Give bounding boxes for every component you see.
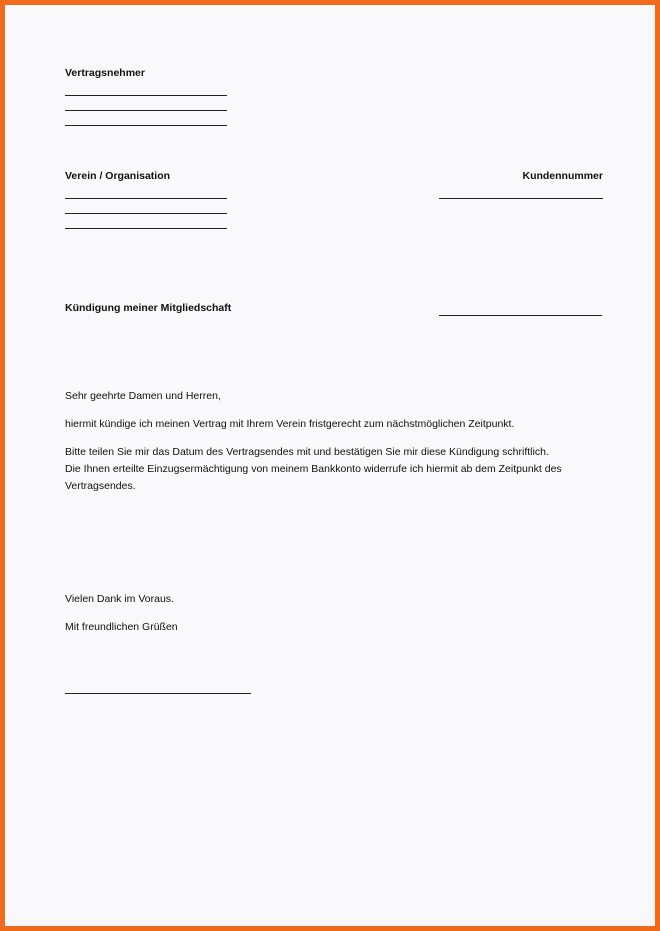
contractor-line-1 xyxy=(65,95,227,96)
subject-heading: Kündigung meiner Mitgliedschaft xyxy=(65,302,232,314)
contractor-line-2 xyxy=(65,110,227,111)
customer-number-line xyxy=(439,198,603,199)
signature-line xyxy=(65,693,251,694)
paragraph-2-line-1: Bitte teilen Sie mir das Datum des Vertragsendes mit und bestätigen Sie mir diese Kündigung schriftlich. xyxy=(65,446,549,458)
organization-label: Verein / Organisation xyxy=(65,170,171,182)
salutation: Sehr geehrte Damen und Herren, xyxy=(65,390,221,402)
paragraph-1: hiermit kündige ich meinen Vertrag mit Ihrem Verein fristgerecht zum nächstmöglichen Zeitpunkt. xyxy=(65,418,515,430)
paragraph-2-line-3: Vertragsendes. xyxy=(65,480,136,492)
thanks-text: Vielen Dank im Voraus. xyxy=(65,593,174,605)
organization-line-1 xyxy=(65,198,227,199)
contractor-line-3 xyxy=(65,125,227,126)
organization-line-3 xyxy=(65,228,227,229)
paragraph-2-line-2: Die Ihnen erteilte Einzugsermächtigung von meinem Bankkonto widerrufe ich hiermit ab dem Zeitpunkt des xyxy=(65,463,562,475)
contractor-label: Vertragsnehmer xyxy=(65,67,145,79)
customer-number-label: Kundennummer xyxy=(522,170,603,182)
date-line xyxy=(439,315,602,316)
organization-line-2 xyxy=(65,213,227,214)
closing-text: Mit freundlichen Grüßen xyxy=(65,621,178,633)
